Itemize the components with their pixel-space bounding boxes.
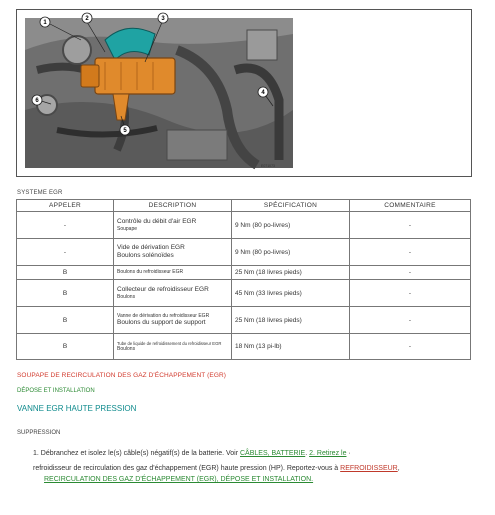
cell-description <box>114 334 232 360</box>
step-2-continuation <box>44 476 313 483</box>
header-comment: COMMENTAIRE <box>350 200 471 212</box>
svg-text:5: 5 <box>123 128 127 135</box>
step-1-suffix: · <box>346 450 351 457</box>
cell-specification: 25 Nm (18 livres pieds) <box>232 266 350 280</box>
header-call: APPELER <box>17 200 114 212</box>
description-line: Contrôle du débit d'air EGR <box>117 217 197 225</box>
step-2-text <box>33 465 400 472</box>
procedure-heading: SUPPRESSION <box>17 430 61 436</box>
step-2-line-end: , <box>397 465 400 472</box>
svg-text:6: 6 <box>35 98 39 105</box>
link-egr-removal-installation[interactable]: RECIRCULATION DES GAZ D'ÉCHAPPEMENT (EGR), DÉPOSE ET INSTALLATION. <box>44 476 314 483</box>
description-line: Boulons du refroidisseur EGR <box>117 269 184 276</box>
callout-4 <box>258 87 268 97</box>
cell-description <box>114 239 232 266</box>
description-sub: Boulons <box>117 346 136 352</box>
header-description: DESCRIPTION <box>114 200 232 212</box>
section-heading: SOUPAPE DE RECIRCULATION DES GAZ D'ÉCHAPPEMENT (EGR) <box>17 372 227 379</box>
table-row <box>17 266 471 280</box>
step-1-prefix: 1. Débranchez et isolez le(s) câble(s) négatif(s) de la batterie. Voir <box>33 450 240 457</box>
table-row <box>17 212 471 239</box>
callout-2 <box>82 13 92 23</box>
cell-comment: - <box>350 334 471 360</box>
link-step-2[interactable]: 2. Retirez le <box>309 450 347 457</box>
callout-6 <box>32 95 42 105</box>
torque-spec-table <box>16 199 471 360</box>
cell-comment: - <box>350 212 471 239</box>
description-sub: Boulons <box>117 293 136 300</box>
table-header-row <box>17 200 471 212</box>
link-egr-cooler[interactable]: REFROIDISSEUR <box>340 465 398 472</box>
cell-call: - <box>17 212 114 239</box>
svg-text:3: 3 <box>161 16 165 23</box>
cell-specification: 9 Nm (80 po-livres) <box>232 212 350 239</box>
cell-call: B <box>17 334 114 360</box>
callout-5 <box>120 125 130 135</box>
engine-illustration <box>16 9 472 177</box>
step-2-line: refroidisseur de recirculation des gaz d'échappement (EGR) haute pression (HP). Reportez-vous à <box>33 465 341 472</box>
link-battery-cables[interactable]: CÂBLES, BATTERIE <box>240 450 306 457</box>
cell-specification: 18 Nm (13 pi-lb) <box>232 334 350 360</box>
description-sub: Boulons du support de support <box>117 319 206 327</box>
svg-text:1: 1 <box>43 20 47 27</box>
figure-id: E071073 <box>260 164 275 168</box>
description-sub: Boulons solénoïdes <box>117 252 174 259</box>
description-line: Tube de liquide de refroidissement du refroidisseur EGR <box>117 340 222 346</box>
engine-drawing <box>17 10 471 176</box>
step-1-text <box>33 450 351 457</box>
callout-1 <box>40 17 50 27</box>
cell-specification: 25 Nm (18 livres pieds) <box>232 307 350 334</box>
table-row <box>17 307 471 334</box>
cell-description <box>114 307 232 334</box>
component-heading: VANNE EGR HAUTE PRESSION <box>17 404 137 413</box>
table-row <box>17 239 471 266</box>
header-specification: SPÉCIFICATION <box>232 200 350 212</box>
table-row <box>17 280 471 307</box>
step-1-mid: . <box>305 450 310 457</box>
svg-text:2: 2 <box>85 16 89 23</box>
description-sub: Soupape <box>117 225 138 232</box>
table-title: SYSTEME EGR <box>17 190 63 196</box>
cell-call: B <box>17 266 114 280</box>
cell-specification: 9 Nm (80 po-livres) <box>232 239 350 266</box>
description-line: Collecteur de refroidisseur EGR <box>117 285 209 293</box>
cell-specification: 45 Nm (33 livres pieds) <box>232 280 350 307</box>
cell-comment: - <box>350 280 471 307</box>
cell-comment: - <box>350 266 471 280</box>
description-line: Vanne de dérivation du refroidisseur EGR <box>117 312 210 319</box>
subsection-heading: DÉPOSE ET INSTALLATION <box>17 388 95 394</box>
description-line: Vide de dérivation EGR <box>117 243 185 251</box>
cell-call: B <box>17 280 114 307</box>
callout-3 <box>158 13 168 23</box>
cell-call: - <box>17 239 114 266</box>
cell-description <box>114 266 232 280</box>
cell-description <box>114 280 232 307</box>
cell-description <box>114 212 232 239</box>
cell-call: B <box>17 307 114 334</box>
svg-text:4: 4 <box>261 90 265 97</box>
cell-comment: - <box>350 239 471 266</box>
cell-comment: - <box>350 307 471 334</box>
table-row <box>17 334 471 360</box>
